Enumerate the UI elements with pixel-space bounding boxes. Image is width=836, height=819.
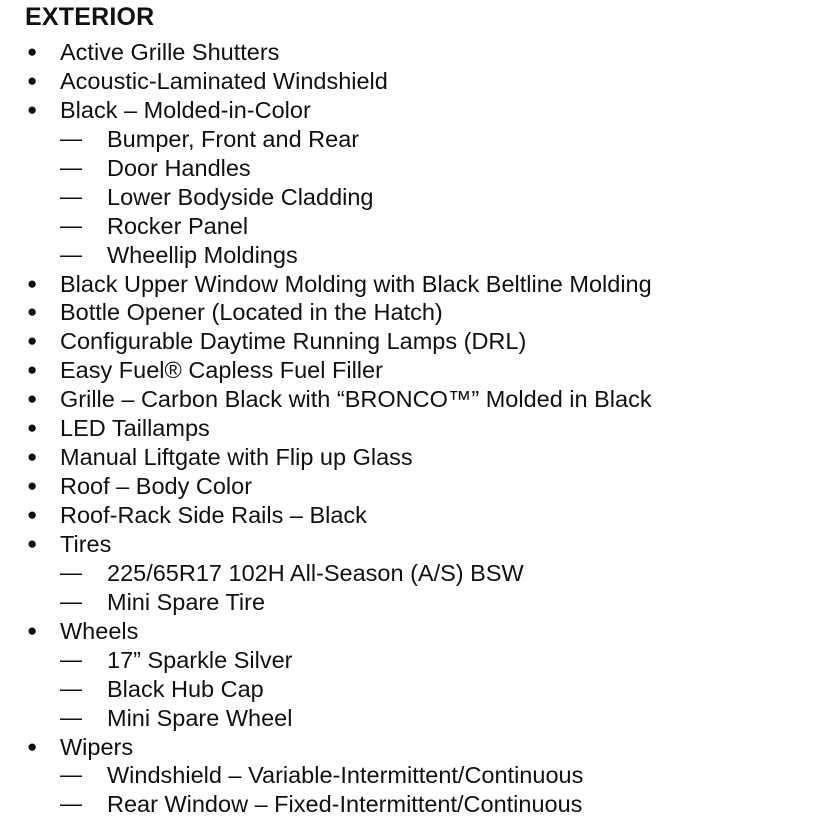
sub-list-item-text: Rear Window – Fixed-Intermittent/Continuous	[107, 791, 583, 818]
section-heading: EXTERIOR	[25, 3, 155, 31]
bullet-icon: ●	[27, 360, 38, 380]
list-item-text: Manual Liftgate with Flip up Glass	[60, 444, 413, 471]
feature-list	[0, 38, 836, 819]
list-item-text: Easy Fuel® Capless Fuel Filler	[60, 357, 383, 384]
list-item-text: Wipers	[60, 733, 134, 760]
sub-list-item	[0, 154, 836, 183]
list-item-text: Bottle Opener (Located in the Hatch)	[60, 299, 443, 326]
sub-list-item-text: Door Handles	[107, 154, 251, 181]
list-item-text: Active Grille Shutters	[60, 39, 280, 65]
bullet-icon: ●	[27, 447, 38, 467]
dash-icon: —	[60, 588, 82, 614]
sub-list-item	[0, 588, 836, 617]
list-item	[0, 733, 836, 762]
sub-list-item-text: Mini Spare Wheel	[107, 704, 293, 731]
list-item-text: Wheels	[60, 617, 139, 644]
list-item-text: Configurable Daytime Running Lamps (DRL)	[60, 328, 527, 355]
list-item	[0, 96, 836, 125]
bullet-icon: ●	[27, 533, 38, 553]
list-item	[0, 38, 836, 67]
bullet-icon: ●	[27, 42, 38, 61]
sub-list-item-text: 17” Sparkle Silver	[107, 646, 293, 673]
list-item-text: Roof – Body Color	[60, 473, 253, 500]
dash-icon: —	[60, 791, 82, 817]
list-item-text: Black Upper Window Molding with Black Beltline Molding	[60, 270, 652, 297]
bullet-icon: ●	[27, 736, 38, 756]
list-item-text: Black – Molded-in-Color	[60, 96, 311, 123]
sub-list-item	[0, 559, 836, 588]
dash-icon: —	[60, 646, 82, 672]
dash-icon: —	[60, 762, 82, 788]
list-item	[0, 356, 836, 385]
list-item-text: Acoustic-Laminated Windshield	[60, 67, 388, 94]
bullet-icon: ●	[27, 620, 38, 640]
bullet-icon: ●	[27, 389, 38, 409]
dash-icon: —	[60, 125, 82, 151]
sub-list-item	[0, 125, 836, 154]
sub-list-item	[0, 646, 836, 675]
list-item	[0, 443, 836, 472]
sub-list-item	[0, 761, 836, 790]
bullet-icon: ●	[27, 70, 38, 90]
sub-list-item-text: Bumper, Front and Rear	[107, 125, 360, 152]
list-item	[0, 67, 836, 96]
list-item	[0, 270, 836, 299]
sub-list-item	[0, 675, 836, 704]
list-item	[0, 385, 836, 414]
sub-list-item-text: Mini Spare Tire	[107, 588, 266, 615]
dash-icon: —	[60, 675, 82, 701]
bullet-icon: ●	[27, 273, 38, 293]
sub-list-item-text: Rocker Panel	[107, 212, 249, 239]
list-item	[0, 298, 836, 327]
list-item-text: Roof-Rack Side Rails – Black	[60, 502, 367, 528]
sub-list-item-text: Wheellip Moldings	[107, 241, 298, 268]
dash-icon: —	[60, 154, 82, 180]
list-item	[0, 530, 836, 559]
sub-list-item-text: Black Hub Cap	[107, 675, 264, 702]
sub-list-item	[0, 183, 836, 212]
list-item	[0, 472, 836, 501]
bullet-icon: ●	[27, 476, 38, 496]
bullet-icon: ●	[27, 505, 38, 524]
dash-icon: —	[60, 704, 82, 730]
sub-list-item	[0, 241, 836, 270]
bullet-icon: ●	[27, 302, 38, 322]
sub-list-item-text: Windshield – Variable-Intermittent/Continuous	[107, 762, 584, 789]
dash-icon: —	[60, 212, 82, 238]
sub-list-item	[0, 704, 836, 733]
list-item	[0, 617, 836, 646]
dash-icon: —	[60, 559, 82, 585]
list-item	[0, 501, 836, 530]
dash-icon: —	[60, 241, 82, 267]
list-item	[0, 414, 836, 443]
sub-list-item-text: Lower Bodyside Cladding	[107, 183, 374, 210]
list-item-text: LED Taillamps	[60, 415, 210, 442]
list-item-text: Tires	[60, 530, 112, 557]
dash-icon: —	[60, 183, 82, 209]
bullet-icon: ●	[27, 418, 38, 438]
bullet-icon: ●	[27, 99, 38, 119]
sub-list-item	[0, 790, 836, 819]
list-item-text: Grille – Carbon Black with “BRONCO™” Molded in Black	[60, 386, 652, 413]
list-item	[0, 327, 836, 356]
sub-list-item	[0, 212, 836, 241]
bullet-icon: ●	[27, 331, 38, 351]
sub-list-item-text: 225/65R17 102H All-Season (A/S) BSW	[107, 559, 524, 586]
